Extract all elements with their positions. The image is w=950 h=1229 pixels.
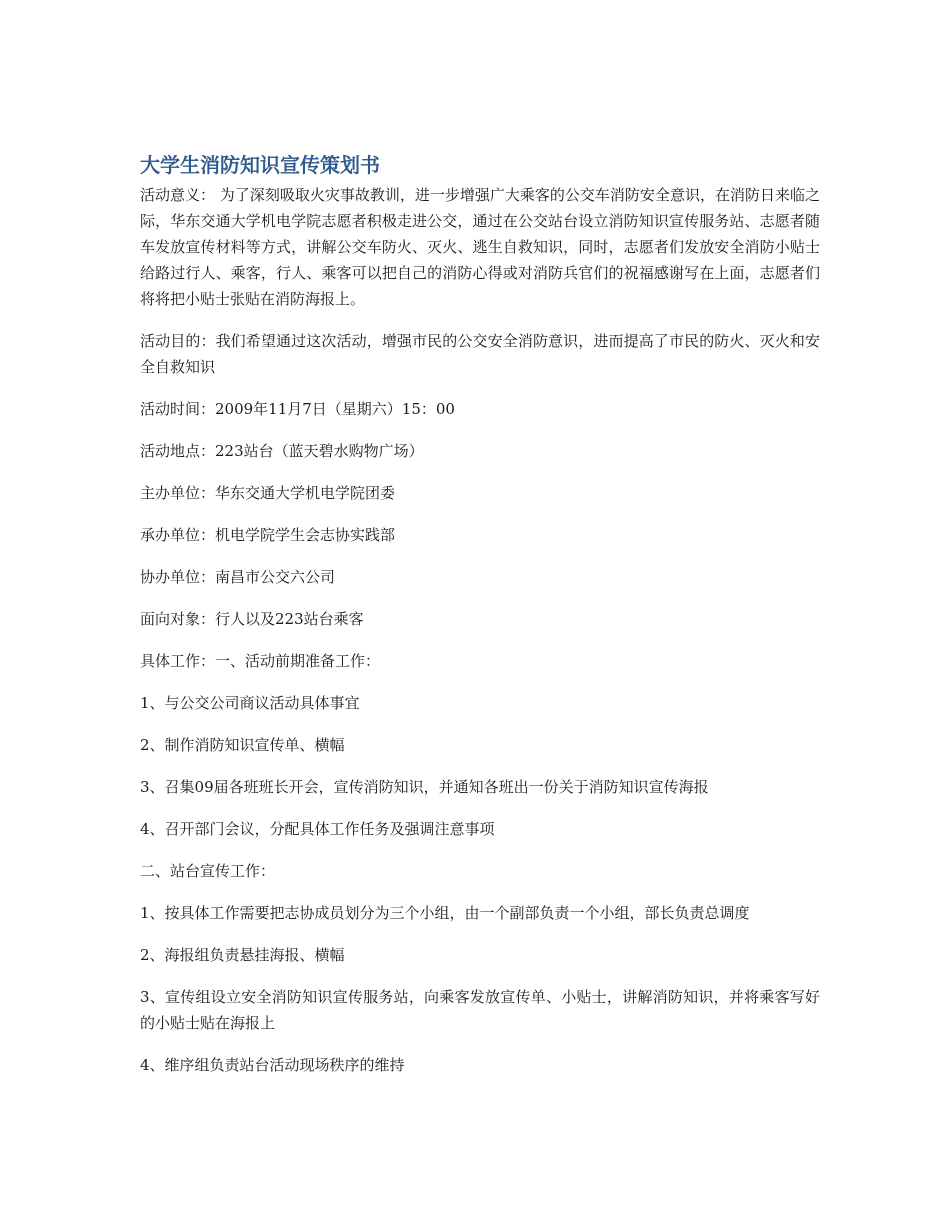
list-item: 4、召开部门会议，分配具体工作任务及强调注意事项	[140, 820, 495, 838]
paragraph-coorganizer: 协办单位：南昌市公交六公司	[140, 568, 336, 586]
section-heading-station: 二、站台宣传工作：	[140, 862, 276, 880]
list-item: 3、召集09届各班班长开会，宣传消防知识，并通知各班出一份关于消防知识宣传海报	[140, 778, 709, 796]
paragraph-location: 活动地点：223站台（蓝天碧水购物广场）	[140, 442, 424, 460]
list-item: 4、维序组负责站台活动现场秩序的维持	[140, 1056, 405, 1074]
document-title: 大学生消防知识宣传策划书	[140, 153, 380, 177]
paragraph-purpose: 活动目的：我们希望通过这次活动，增强市民的公交安全消防意识，进而提高了市民的防火、灭火和安全自救知识	[140, 332, 820, 376]
paragraph-work-heading: 具体工作：一、活动前期准备工作：	[140, 652, 381, 670]
paragraph-organizer: 主办单位：华东交通大学机电学院团委	[140, 484, 396, 502]
paragraph-time: 活动时间：2009年11月7日（星期六）15：00	[140, 400, 455, 418]
list-item: 1、与公交公司商议活动具体事宜	[140, 694, 360, 712]
paragraph-significance: 活动意义： 为了深刻吸取火灾事故教训，进一步增强广大乘客的公交车消防安全意识，在消防日来临之际，华东交通大学机电学院志愿者积极走进公交，通过在公交站台设立消防知识宣传服务站、志愿者随车发放宣传材料等方式，讲解公交车防火、灭火、逃生自救知识，同时，志愿者们发放安全消防小贴士给路过行人、乘客，行人、乘客可以把自己的消防心得或对消防兵官们的祝福感谢写在上面，志愿者们将将把小贴士张贴在消防海报上。	[140, 186, 820, 308]
list-item: 2、制作消防知识宣传单、横幅	[140, 736, 345, 754]
list-item: 3、宣传组设立安全消防知识宣传服务站，向乘客发放宣传单、小贴士，讲解消防知识，并将乘客写好的小贴士贴在海报上	[140, 988, 820, 1032]
list-item: 2、海报组负责悬挂海报、横幅	[140, 946, 345, 964]
paragraph-undertaker: 承办单位：机电学院学生会志协实践部	[140, 526, 396, 544]
paragraph-audience: 面向对象：行人以及223站台乘客	[140, 610, 364, 628]
document-page	[140, 148, 820, 1078]
list-item: 1、按具体工作需要把志协成员划分为三个小组，由一个副部负责一个小组，部长负责总调度	[140, 904, 750, 922]
